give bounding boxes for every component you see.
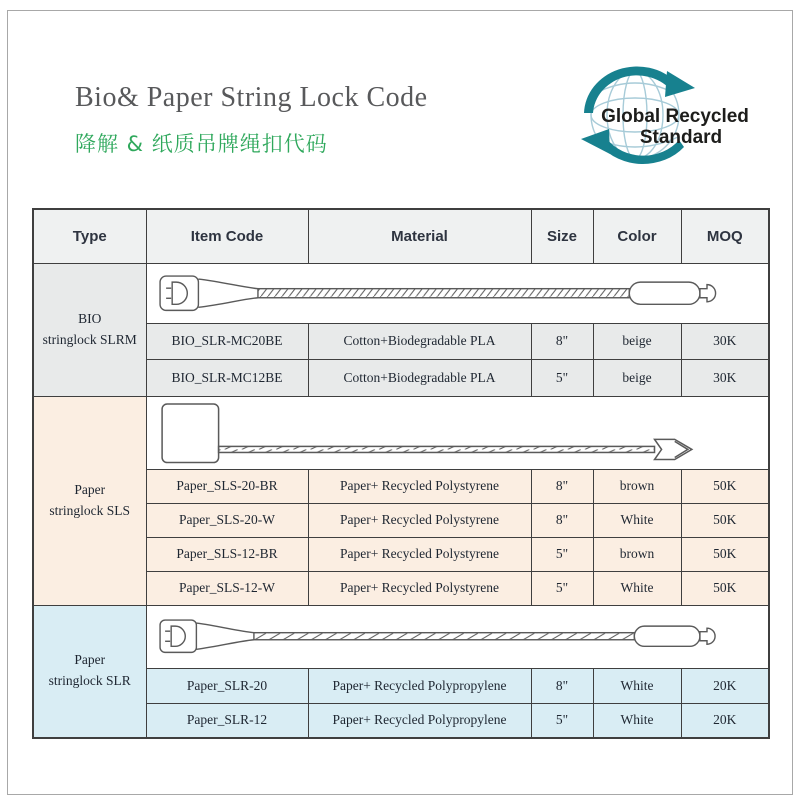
cell-item-code: Paper_SLS-12-W	[146, 571, 308, 605]
cell-moq: 20K	[681, 668, 769, 703]
bio-slrm-illustration-cell	[146, 263, 769, 323]
table-row	[33, 263, 769, 323]
cell-moq: 50K	[681, 537, 769, 571]
type-cell-bio-slrm	[33, 263, 146, 396]
cell-color: White	[593, 703, 681, 738]
cell-size: 5"	[531, 703, 593, 738]
page-subtitle-chinese: 降解 & 纸质吊牌绳扣代码	[75, 132, 328, 156]
type-line2: stringlock SLRM	[42, 331, 137, 347]
cell-color: brown	[593, 469, 681, 503]
table-row	[33, 605, 769, 668]
type-cell-paper-slr	[33, 605, 146, 738]
bio-stringlock-illustration-icon	[155, 269, 761, 317]
header-moq: MOQ	[681, 209, 769, 263]
header-material: Material	[308, 209, 531, 263]
paper-slr-illustration-cell	[146, 605, 769, 668]
cell-size: 5"	[531, 537, 593, 571]
cell-moq: 50K	[681, 571, 769, 605]
cell-color: White	[593, 571, 681, 605]
header-color: Color	[593, 209, 681, 263]
cell-color: brown	[593, 537, 681, 571]
cell-material: Paper+ Recycled Polystyrene	[308, 469, 531, 503]
table-header-row	[33, 209, 769, 263]
cell-material: Paper+ Recycled Polypropylene	[308, 703, 531, 738]
cell-size: 5"	[531, 359, 593, 396]
paper-slr-stringlock-illustration-icon	[155, 612, 761, 660]
cell-size: 8"	[531, 668, 593, 703]
cell-moq: 50K	[681, 469, 769, 503]
cell-moq: 50K	[681, 503, 769, 537]
cell-size: 8"	[531, 323, 593, 359]
type-line2: stringlock SLR	[48, 673, 131, 689]
cell-material: Cotton+Biodegradable PLA	[308, 359, 531, 396]
header-type: Type	[33, 209, 146, 263]
cell-item-code: Paper_SLS-12-BR	[146, 537, 308, 571]
cell-color: White	[593, 503, 681, 537]
cell-item-code: BIO_SLR-MC12BE	[146, 359, 308, 396]
grs-globe-arrows-icon	[563, 55, 773, 175]
cell-color: beige	[593, 359, 681, 396]
type-line1: Paper	[74, 481, 106, 497]
product-table	[32, 208, 770, 739]
header-item-code: Item Code	[146, 209, 308, 263]
cell-material: Paper+ Recycled Polystyrene	[308, 503, 531, 537]
cell-item-code: BIO_SLR-MC20BE	[146, 323, 308, 359]
paper-sls-illustration-cell	[146, 396, 769, 469]
page-title: Bio& Paper String Lock Code	[75, 82, 428, 113]
cell-moq: 30K	[681, 359, 769, 396]
global-recycled-standard-logo	[563, 55, 773, 175]
header-size: Size	[531, 209, 593, 263]
cell-material: Paper+ Recycled Polystyrene	[308, 571, 531, 605]
cell-material: Paper+ Recycled Polypropylene	[308, 668, 531, 703]
cell-item-code: Paper_SLR-20	[146, 668, 308, 703]
type-line2: stringlock SLS	[49, 502, 131, 518]
cell-color: White	[593, 668, 681, 703]
grs-logo-text-line1: Global Recycled	[601, 106, 749, 127]
type-line1: BIO	[78, 310, 102, 326]
cell-item-code: Paper_SLR-12	[146, 703, 308, 738]
cell-color: beige	[593, 323, 681, 359]
cell-size: 8"	[531, 503, 593, 537]
type-line1: Paper	[74, 652, 106, 668]
cell-item-code: Paper_SLS-20-W	[146, 503, 308, 537]
cell-size: 5"	[531, 571, 593, 605]
table-row	[33, 396, 769, 469]
type-cell-paper-sls	[33, 396, 146, 605]
grs-logo-text-line2: Standard	[639, 127, 723, 148]
paper-sls-stringlock-illustration-icon	[155, 401, 761, 464]
cell-size: 8"	[531, 469, 593, 503]
cell-moq: 30K	[681, 323, 769, 359]
cell-moq: 20K	[681, 703, 769, 738]
cell-material: Cotton+Biodegradable PLA	[308, 323, 531, 359]
cell-item-code: Paper_SLS-20-BR	[146, 469, 308, 503]
cell-material: Paper+ Recycled Polystyrene	[308, 537, 531, 571]
